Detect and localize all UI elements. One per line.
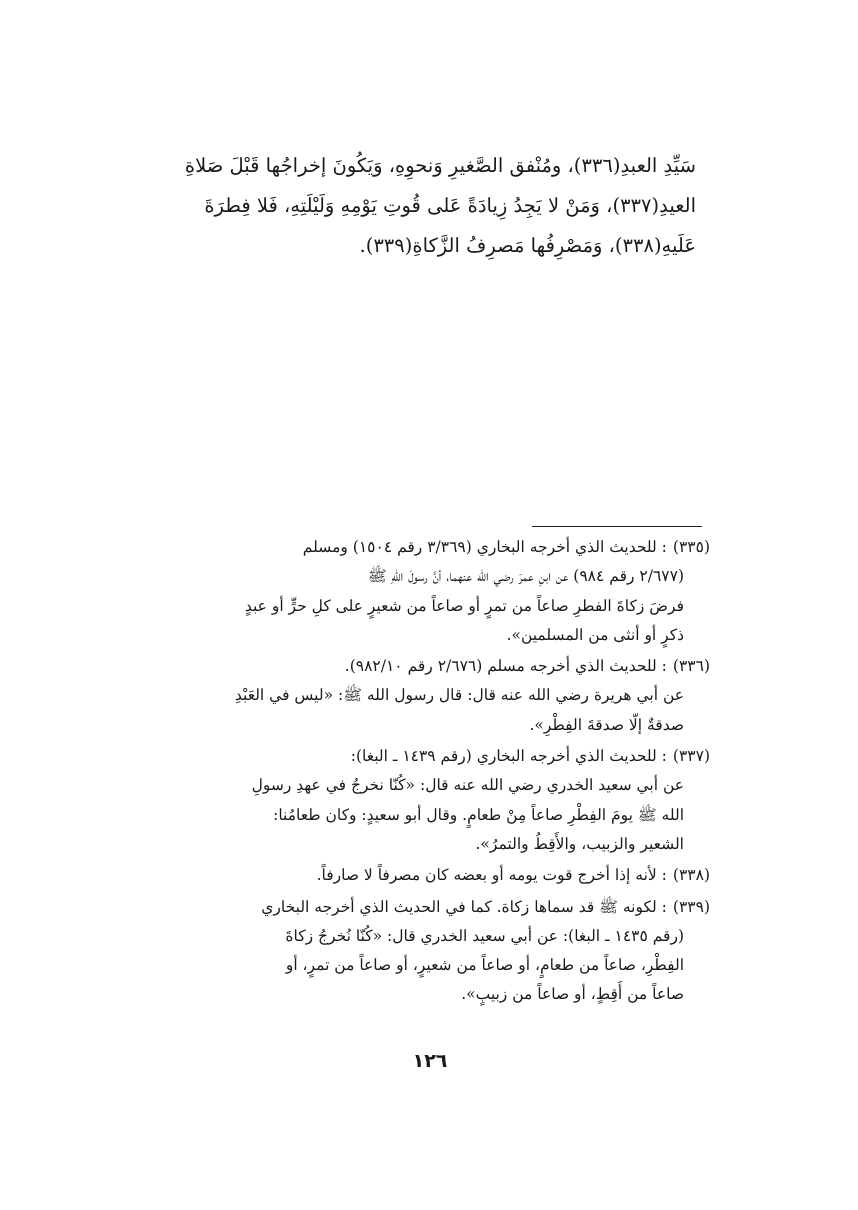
page-number: ١٢٦ bbox=[412, 1050, 448, 1072]
footnote-text: : لأنه إذا أخرج قوت يومه أو بعضه كان مصرفاً لا صارفاً. bbox=[316, 866, 667, 885]
main-text-line: عَلَيهِ(٣٣٨)، وَمَصْرِفُها مَصرِفُ الزَّكاةِ(٣٣٩). bbox=[359, 234, 696, 257]
footnote-text: : لكونه ﷺ قد سماها زكاة. كما في الحديث الذي أخرجه البخاري bbox=[261, 897, 667, 916]
footnote-337 bbox=[162, 742, 710, 859]
footnote-number: (٣٣٧) bbox=[672, 747, 710, 766]
main-text-line: سَيِّدِ العبدِ(٣٣٦)، ومُنْفق الصَّغيرِ وَنحوِهِ، وَيَكُونَ إخراجُها قَبْلَ صَلاةِ bbox=[184, 154, 696, 177]
footnote-number: (٣٣٥) bbox=[672, 538, 710, 556]
footnote-number: (٣٣٩) bbox=[672, 897, 710, 916]
footnote-line bbox=[162, 742, 710, 771]
main-text bbox=[176, 146, 696, 266]
footnotes bbox=[162, 533, 710, 1012]
footnote-line bbox=[162, 893, 710, 922]
footnote-line: (رقم ١٤٣٥ ـ البغا): عن أبي سعيد الخدري قال: «كُنّا نُخرجُ زكاةَ bbox=[285, 926, 684, 945]
footnote-line: عن أبي سعيد الخدري رضي الله عنه قال: «كُنّا نخرجُ في عهدِ رسولِ bbox=[251, 776, 684, 795]
main-text-line: العيدِ(٣٣٧)، وَمَنْ لا يَجِدُ زِيادَةً عَلى قُوتِ يَوْمِهِ وَلَيْلَتِهِ، فَلا فِطرَةَ bbox=[204, 194, 696, 217]
footnote-line: (٢/٦٧٧ رقم ٩٨٤) عن ابنِ عمرَ رضي الله عنهما، أنَّ رسولَ اللهِ ﷺ bbox=[367, 567, 684, 586]
footnote-line bbox=[162, 861, 710, 890]
footnote-335 bbox=[162, 533, 710, 650]
footnote-number: (٣٣٨) bbox=[672, 866, 710, 885]
footnote-336 bbox=[162, 652, 710, 740]
footnote-line: الشعير والزبيب، والأَقِطُ والتمرُ». bbox=[475, 834, 684, 853]
footnote-338 bbox=[162, 861, 710, 890]
footnote-line: فرضَ زكاةَ الفطرِ صاعاً من تمرٍ أو صاعاً من شعيرٍ على كلِ حرٍّ أو عبدٍ bbox=[244, 596, 684, 615]
footnote-text: : للحديث الذي أخرجه البخاري (رقم ١٤٣٩ ـ البغا): bbox=[350, 747, 667, 766]
footnote-line: صدقةٌ إلّا صدقةَ الفِطْرِ». bbox=[529, 715, 684, 734]
footnote-line: عن أبي هريرة رضي الله عنه قال: قال رسول الله ﷺ: «ليس في العَبْدِ bbox=[234, 686, 684, 705]
footnote-text: : للحديث الذي أخرجه البخاري (٣/٣٦٩ رقم ١٥٠٤) ومسلم bbox=[302, 538, 667, 556]
footnote-separator bbox=[532, 526, 702, 527]
footnote-line bbox=[162, 533, 710, 562]
footnote-line: ذكرٍ أو أنثى من المسلمين». bbox=[506, 625, 684, 644]
footnote-text: : للحديث الذي أخرجه مسلم (٢/٦٧٦ رقم ٩٨٢/١٠). bbox=[344, 657, 667, 676]
footnote-line bbox=[162, 652, 710, 681]
footnote-line: الفِطْرِ، صاعاً من طعامٍ، أو صاعاً من شعيرٍ، أو صاعاً من تمرٍ، أو bbox=[285, 956, 684, 975]
footnote-number: (٣٣٦) bbox=[672, 657, 710, 676]
footnote-line: الله ﷺ يومَ الفِطْرِ صاعاً مِنْ طعامٍ. وقال أبو سعيدٍ: وكان طعامُنا: bbox=[273, 805, 684, 824]
footnote-339 bbox=[162, 893, 710, 1010]
footnote-line: صاعاً من أَقِطٍ، أو صاعاً من زبيبٍ». bbox=[461, 985, 684, 1004]
